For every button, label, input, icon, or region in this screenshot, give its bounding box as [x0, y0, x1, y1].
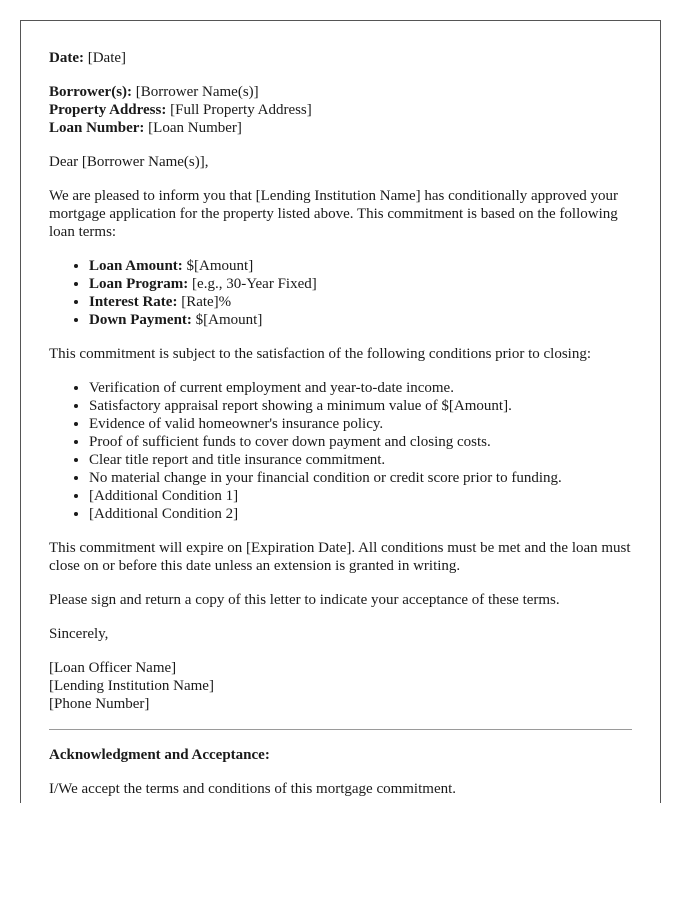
property-value: [Full Property Address] — [170, 102, 312, 118]
intro-paragraph: We are pleased to inform you that [Lending Institution Name] has conditionally approved your mortgage application for the property listed above. This commitment is based on the following loan terms: — [49, 188, 619, 240]
borrower-value: [Borrower Name(s)] — [135, 84, 259, 100]
phone-number: [Phone Number] — [49, 696, 150, 712]
condition-item: • [Additional Condition 2] — [89, 505, 632, 523]
letter-page — [20, 20, 661, 803]
acknowledgment-heading-text: Acknowledgment and Acceptance: — [49, 747, 270, 763]
loan-officer-name: [Loan Officer Name] — [49, 660, 177, 676]
loan-term-item — [89, 293, 632, 311]
loan-info-block — [49, 83, 632, 137]
property-line — [49, 101, 632, 119]
condition-item: • Clear title report and title insurance commitment. — [89, 451, 632, 469]
condition-item: • Proof of sufficient funds to cover down payment and closing costs. — [89, 433, 632, 451]
loan-term-label: Down Payment: — [89, 312, 192, 328]
loan-term-label: Loan Amount: — [89, 258, 183, 274]
loan-number-label: Loan Number: — [49, 120, 145, 136]
conditions-list — [49, 379, 632, 523]
loan-term-item — [89, 257, 632, 275]
loan-term-value: [e.g., 30-Year Fixed] — [192, 276, 317, 292]
condition-item: • No material change in your financial condition or credit score prior to funding. — [89, 469, 632, 487]
section-divider — [49, 729, 632, 730]
property-label: Property Address: — [49, 102, 167, 118]
borrower-label: Borrower(s): — [49, 84, 133, 100]
acknowledgment-heading — [49, 746, 632, 764]
borrower-line — [49, 83, 632, 101]
date-line — [49, 49, 632, 67]
loan-term-item — [89, 311, 632, 329]
condition-item: • Verification of current employment and year-to-date income. — [89, 379, 632, 397]
lending-institution-name: [Lending Institution Name] — [49, 678, 214, 694]
salutation: Dear [Borrower Name(s)], — [49, 154, 209, 170]
signature-block — [49, 659, 632, 713]
condition-item: • Evidence of valid homeowner's insurance policy. — [89, 415, 632, 433]
conditions-intro: This commitment is subject to the satisfaction of the following conditions prior to closing: — [49, 346, 592, 362]
closing-line: Sincerely, — [49, 626, 109, 642]
loan-number-value: [Loan Number] — [148, 120, 242, 136]
loan-term-item — [89, 275, 632, 293]
loan-term-value: $[Amount] — [186, 258, 254, 274]
condition-item: • [Additional Condition 1] — [89, 487, 632, 505]
loan-number-line — [49, 119, 632, 137]
date-value: [Date] — [87, 50, 127, 66]
loan-terms-list — [49, 257, 632, 329]
sign-request-paragraph: Please sign and return a copy of this letter to indicate your acceptance of these terms. — [49, 592, 560, 608]
loan-term-value: $[Amount] — [195, 312, 263, 328]
date-label: Date: — [49, 50, 84, 66]
loan-term-value: [Rate]% — [181, 294, 232, 310]
acknowledgment-text: I/We accept the terms and conditions of this mortgage commitment. — [49, 781, 457, 797]
condition-item: • Satisfactory appraisal report showing a minimum value of $[Amount]. — [89, 397, 632, 415]
loan-term-label: Interest Rate: — [89, 294, 178, 310]
expiration-paragraph: This commitment will expire on [Expiration Date]. All conditions must be met and the loan must close on or before this date unless an extension is granted in writing. — [49, 540, 631, 574]
loan-term-label: Loan Program: — [89, 276, 189, 292]
